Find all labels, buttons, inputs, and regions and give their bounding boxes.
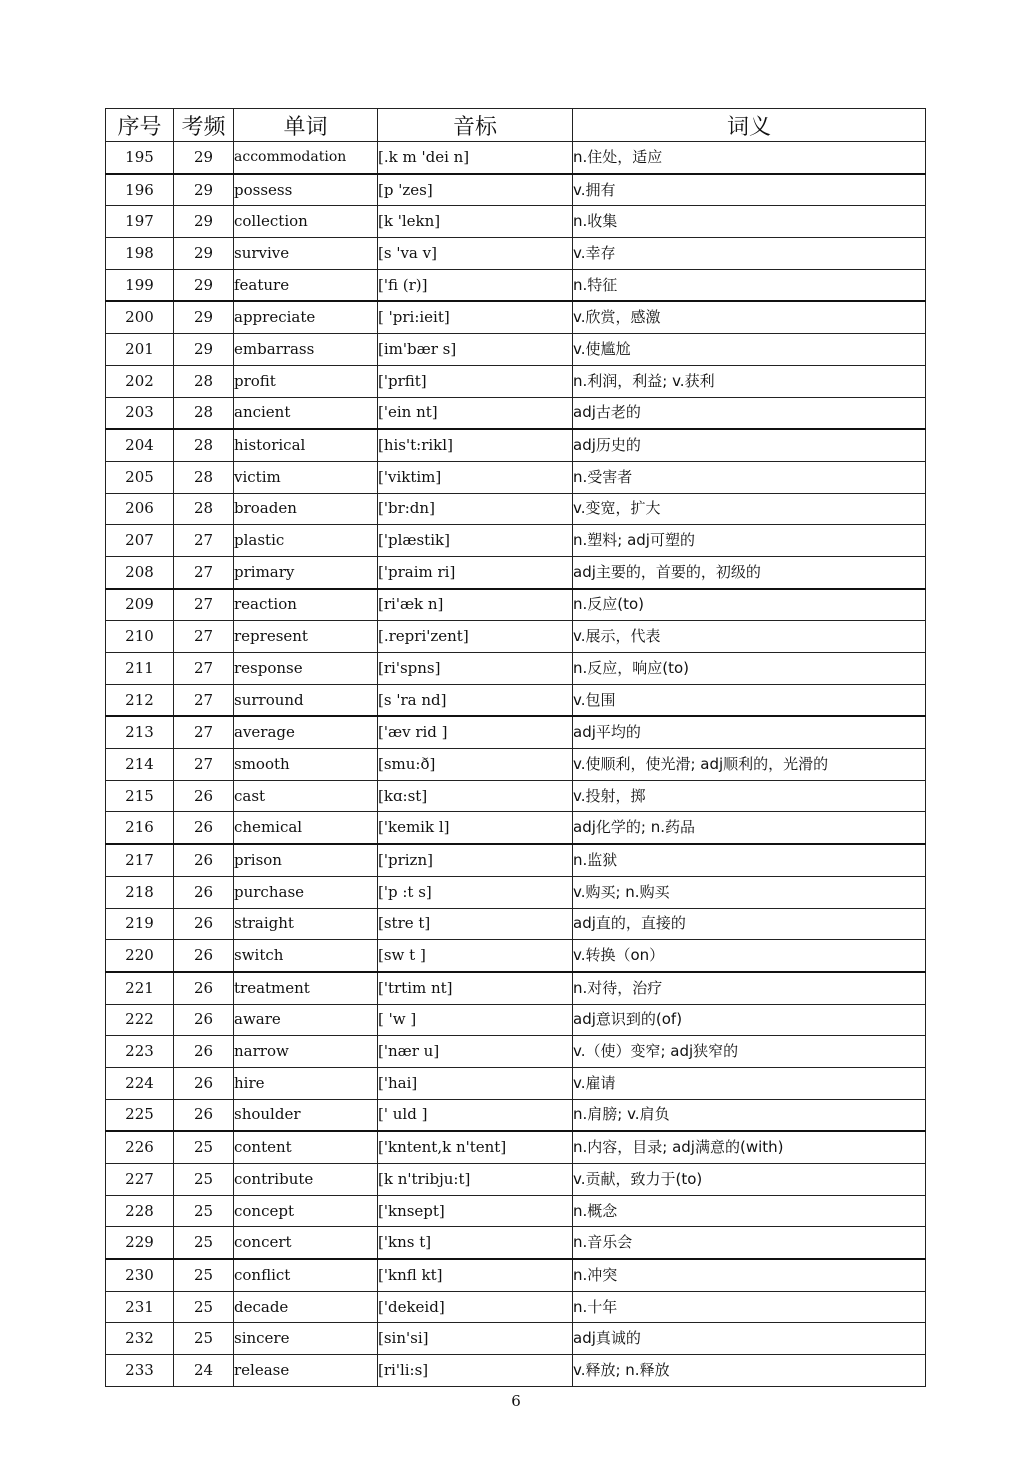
table-row xyxy=(106,1164,926,1196)
table-row xyxy=(106,397,926,429)
row-frequency: 24 xyxy=(174,1355,234,1387)
row-definition: adj化学的; n.药品 xyxy=(573,812,926,844)
row-frequency: 29 xyxy=(174,206,234,238)
row-word: collection xyxy=(234,206,378,238)
row-frequency: 26 xyxy=(174,780,234,812)
row-phonetic: [ri'li:s] xyxy=(378,1355,573,1387)
row-frequency: 27 xyxy=(174,621,234,653)
table-row xyxy=(106,908,926,940)
row-word: switch xyxy=(234,940,378,972)
table-row xyxy=(106,940,926,972)
row-definition: v.使尴尬 xyxy=(573,334,926,366)
row-phonetic: [p 'zes] xyxy=(378,174,573,206)
row-definition: n.十年 xyxy=(573,1291,926,1323)
row-definition: n.利润，利益; v.获利 xyxy=(573,365,926,397)
row-word: plastic xyxy=(234,525,378,557)
row-word: release xyxy=(234,1355,378,1387)
row-definition: n.受害者 xyxy=(573,461,926,493)
row-word: historical xyxy=(234,429,378,461)
row-phonetic: ['kns t] xyxy=(378,1227,573,1259)
row-definition: n.概念 xyxy=(573,1195,926,1227)
row-number: 230 xyxy=(106,1259,174,1291)
row-number: 229 xyxy=(106,1227,174,1259)
row-word: represent xyxy=(234,621,378,653)
row-definition: n.音乐会 xyxy=(573,1227,926,1259)
table-row xyxy=(106,653,926,685)
table-row xyxy=(106,1099,926,1131)
row-phonetic: [sin'si] xyxy=(378,1323,573,1355)
row-number: 205 xyxy=(106,461,174,493)
row-phonetic: [ri'spns] xyxy=(378,653,573,685)
table-row xyxy=(106,1036,926,1068)
table-body xyxy=(106,142,926,1387)
row-phonetic: ['hai] xyxy=(378,1067,573,1099)
page-number: 6 xyxy=(511,1392,521,1410)
table-row xyxy=(106,493,926,525)
row-number: 214 xyxy=(106,749,174,781)
table-row xyxy=(106,1355,926,1387)
row-number: 231 xyxy=(106,1291,174,1323)
table-row xyxy=(106,1004,926,1036)
row-frequency: 26 xyxy=(174,1036,234,1068)
row-frequency: 26 xyxy=(174,908,234,940)
row-frequency: 29 xyxy=(174,142,234,174)
row-phonetic: ['nær u] xyxy=(378,1036,573,1068)
row-number: 209 xyxy=(106,589,174,621)
row-number: 211 xyxy=(106,653,174,685)
row-frequency: 27 xyxy=(174,525,234,557)
row-word: survive xyxy=(234,238,378,270)
row-frequency: 27 xyxy=(174,749,234,781)
row-definition: n.反应(to) xyxy=(573,589,926,621)
row-phonetic: ['br:dn] xyxy=(378,493,573,525)
table-row xyxy=(106,876,926,908)
header-frequency: 考频 xyxy=(174,109,234,142)
row-phonetic: [smu:ð] xyxy=(378,749,573,781)
row-frequency: 26 xyxy=(174,844,234,876)
row-frequency: 29 xyxy=(174,334,234,366)
row-definition: v.释放; n.释放 xyxy=(573,1355,926,1387)
row-word: shoulder xyxy=(234,1099,378,1131)
row-phonetic: ['trtim nt] xyxy=(378,972,573,1004)
row-frequency: 29 xyxy=(174,174,234,206)
row-phonetic: [stre t] xyxy=(378,908,573,940)
row-definition: adj意识到的(of) xyxy=(573,1004,926,1036)
table-row xyxy=(106,429,926,461)
table-row xyxy=(106,334,926,366)
row-frequency: 26 xyxy=(174,1067,234,1099)
row-number: 201 xyxy=(106,334,174,366)
row-phonetic: ['praim ri] xyxy=(378,556,573,588)
table-row xyxy=(106,621,926,653)
header-number: 序号 xyxy=(106,109,174,142)
row-frequency: 26 xyxy=(174,940,234,972)
row-word: chemical xyxy=(234,812,378,844)
row-definition: adj主要的，首要的，初级的 xyxy=(573,556,926,588)
row-number: 226 xyxy=(106,1131,174,1163)
row-number: 232 xyxy=(106,1323,174,1355)
table-row xyxy=(106,716,926,748)
table-row xyxy=(106,1259,926,1291)
row-frequency: 26 xyxy=(174,812,234,844)
row-phonetic: [k n'tribju:t] xyxy=(378,1164,573,1196)
row-definition: n.监狱 xyxy=(573,844,926,876)
row-definition: v.拥有 xyxy=(573,174,926,206)
row-number: 212 xyxy=(106,684,174,716)
row-definition: v.包围 xyxy=(573,684,926,716)
table-row xyxy=(106,269,926,301)
table-row xyxy=(106,365,926,397)
row-phonetic: [.k m 'dei n] xyxy=(378,142,573,174)
row-definition: v.雇请 xyxy=(573,1067,926,1099)
row-number: 221 xyxy=(106,972,174,1004)
row-frequency: 29 xyxy=(174,269,234,301)
row-word: possess xyxy=(234,174,378,206)
row-frequency: 27 xyxy=(174,716,234,748)
row-definition: v.转换（on） xyxy=(573,940,926,972)
row-phonetic: [ 'w ] xyxy=(378,1004,573,1036)
row-number: 210 xyxy=(106,621,174,653)
row-word: content xyxy=(234,1131,378,1163)
table-row xyxy=(106,972,926,1004)
row-phonetic: ['p :t s] xyxy=(378,876,573,908)
row-word: average xyxy=(234,716,378,748)
row-frequency: 28 xyxy=(174,461,234,493)
table-row xyxy=(106,206,926,238)
header-definition: 词义 xyxy=(573,109,926,142)
row-phonetic: ['fi (r)] xyxy=(378,269,573,301)
row-word: concert xyxy=(234,1227,378,1259)
row-number: 223 xyxy=(106,1036,174,1068)
row-word: treatment xyxy=(234,972,378,1004)
header-word: 单词 xyxy=(234,109,378,142)
row-frequency: 28 xyxy=(174,429,234,461)
row-frequency: 27 xyxy=(174,684,234,716)
table-row xyxy=(106,556,926,588)
row-definition: v.购买; n.购买 xyxy=(573,876,926,908)
row-phonetic: ['plæstik] xyxy=(378,525,573,557)
row-word: response xyxy=(234,653,378,685)
table-row xyxy=(106,1227,926,1259)
vocabulary-table xyxy=(105,108,926,1387)
table-row xyxy=(106,461,926,493)
row-word: contribute xyxy=(234,1164,378,1196)
row-phonetic: ['prfit] xyxy=(378,365,573,397)
row-definition: v.投射，掷 xyxy=(573,780,926,812)
row-number: 220 xyxy=(106,940,174,972)
row-phonetic: [sw t ] xyxy=(378,940,573,972)
table-row xyxy=(106,1131,926,1163)
row-number: 217 xyxy=(106,844,174,876)
row-phonetic: [his't:rikl] xyxy=(378,429,573,461)
row-number: 198 xyxy=(106,238,174,270)
row-definition: n.对待，治疗 xyxy=(573,972,926,1004)
row-definition: v.使顺利，使光滑; adj顺利的，光滑的 xyxy=(573,749,926,781)
row-number: 227 xyxy=(106,1164,174,1196)
row-word: prison xyxy=(234,844,378,876)
row-definition: adj真诚的 xyxy=(573,1323,926,1355)
row-phonetic: [kɑ:st] xyxy=(378,780,573,812)
row-definition: n.住处，适应 xyxy=(573,142,926,174)
row-definition: n.内容，目录; adj满意的(with) xyxy=(573,1131,926,1163)
table-row xyxy=(106,1067,926,1099)
table-row xyxy=(106,1323,926,1355)
row-number: 233 xyxy=(106,1355,174,1387)
row-word: reaction xyxy=(234,589,378,621)
row-word: ancient xyxy=(234,397,378,429)
row-word: hire xyxy=(234,1067,378,1099)
row-frequency: 25 xyxy=(174,1323,234,1355)
row-word: accommodation xyxy=(234,142,378,174)
row-word: straight xyxy=(234,908,378,940)
table-row xyxy=(106,142,926,174)
row-definition: adj古老的 xyxy=(573,397,926,429)
row-word: sincere xyxy=(234,1323,378,1355)
row-definition: n.收集 xyxy=(573,206,926,238)
row-word: feature xyxy=(234,269,378,301)
row-phonetic: ['viktim] xyxy=(378,461,573,493)
row-frequency: 26 xyxy=(174,972,234,1004)
row-phonetic: [' uld ] xyxy=(378,1099,573,1131)
row-word: broaden xyxy=(234,493,378,525)
row-word: victim xyxy=(234,461,378,493)
row-number: 195 xyxy=(106,142,174,174)
row-word: decade xyxy=(234,1291,378,1323)
row-phonetic: ['prizn] xyxy=(378,844,573,876)
row-phonetic: ['kemik l] xyxy=(378,812,573,844)
table-row xyxy=(106,174,926,206)
row-definition: v.欣赏，感激 xyxy=(573,301,926,333)
row-frequency: 28 xyxy=(174,397,234,429)
table-row xyxy=(106,749,926,781)
row-frequency: 25 xyxy=(174,1259,234,1291)
row-definition: n.塑料; adj可塑的 xyxy=(573,525,926,557)
row-number: 206 xyxy=(106,493,174,525)
row-definition: v.幸存 xyxy=(573,238,926,270)
row-definition: v.变宽，扩大 xyxy=(573,493,926,525)
row-number: 197 xyxy=(106,206,174,238)
row-phonetic: ['ein nt] xyxy=(378,397,573,429)
row-number: 199 xyxy=(106,269,174,301)
row-number: 228 xyxy=(106,1195,174,1227)
row-definition: adj直的，直接的 xyxy=(573,908,926,940)
row-number: 207 xyxy=(106,525,174,557)
row-phonetic: [im'bær s] xyxy=(378,334,573,366)
row-definition: n.冲突 xyxy=(573,1259,926,1291)
row-definition: v.展示，代表 xyxy=(573,621,926,653)
row-frequency: 27 xyxy=(174,556,234,588)
table-header-row xyxy=(106,109,926,142)
row-number: 202 xyxy=(106,365,174,397)
row-phonetic: [k 'lekn] xyxy=(378,206,573,238)
table-row xyxy=(106,812,926,844)
table-row xyxy=(106,238,926,270)
row-frequency: 29 xyxy=(174,238,234,270)
row-number: 216 xyxy=(106,812,174,844)
row-frequency: 27 xyxy=(174,653,234,685)
row-phonetic: ['æv rid ] xyxy=(378,716,573,748)
row-phonetic: ['dekeid] xyxy=(378,1291,573,1323)
row-word: primary xyxy=(234,556,378,588)
row-word: appreciate xyxy=(234,301,378,333)
table-row xyxy=(106,1195,926,1227)
row-frequency: 26 xyxy=(174,1004,234,1036)
row-frequency: 27 xyxy=(174,589,234,621)
row-number: 222 xyxy=(106,1004,174,1036)
table-row xyxy=(106,780,926,812)
row-frequency: 25 xyxy=(174,1195,234,1227)
row-number: 200 xyxy=(106,301,174,333)
table-row xyxy=(106,525,926,557)
row-number: 208 xyxy=(106,556,174,588)
row-frequency: 28 xyxy=(174,493,234,525)
row-word: surround xyxy=(234,684,378,716)
table-row xyxy=(106,1291,926,1323)
row-frequency: 25 xyxy=(174,1227,234,1259)
row-definition: n.特征 xyxy=(573,269,926,301)
table-row xyxy=(106,684,926,716)
row-number: 219 xyxy=(106,908,174,940)
row-number: 225 xyxy=(106,1099,174,1131)
row-phonetic: ['kntent,k n'tent] xyxy=(378,1131,573,1163)
row-frequency: 25 xyxy=(174,1131,234,1163)
row-phonetic: [.repri'zent] xyxy=(378,621,573,653)
row-word: concept xyxy=(234,1195,378,1227)
row-phonetic: [ri'æk n] xyxy=(378,589,573,621)
row-phonetic: [ 'pri:ieit] xyxy=(378,301,573,333)
row-frequency: 26 xyxy=(174,876,234,908)
row-number: 196 xyxy=(106,174,174,206)
row-word: profit xyxy=(234,365,378,397)
row-word: conflict xyxy=(234,1259,378,1291)
row-word: embarrass xyxy=(234,334,378,366)
row-word: purchase xyxy=(234,876,378,908)
table-row xyxy=(106,844,926,876)
row-number: 203 xyxy=(106,397,174,429)
row-definition: n.肩膀; v.肩负 xyxy=(573,1099,926,1131)
row-word: cast xyxy=(234,780,378,812)
row-word: narrow xyxy=(234,1036,378,1068)
header-phonetic: 音标 xyxy=(378,109,573,142)
row-number: 215 xyxy=(106,780,174,812)
row-phonetic: ['knfl kt] xyxy=(378,1259,573,1291)
row-definition: adj平均的 xyxy=(573,716,926,748)
row-frequency: 25 xyxy=(174,1164,234,1196)
row-definition: v.（使）变窄; adj狭窄的 xyxy=(573,1036,926,1068)
row-frequency: 26 xyxy=(174,1099,234,1131)
row-frequency: 25 xyxy=(174,1291,234,1323)
row-phonetic: [s 'ra nd] xyxy=(378,684,573,716)
row-frequency: 29 xyxy=(174,301,234,333)
table-row xyxy=(106,301,926,333)
row-frequency: 28 xyxy=(174,365,234,397)
row-number: 224 xyxy=(106,1067,174,1099)
row-definition: adj历史的 xyxy=(573,429,926,461)
row-word: smooth xyxy=(234,749,378,781)
table-row xyxy=(106,589,926,621)
row-phonetic: ['knsept] xyxy=(378,1195,573,1227)
row-word: aware xyxy=(234,1004,378,1036)
row-definition: n.反应，响应(to) xyxy=(573,653,926,685)
row-number: 213 xyxy=(106,716,174,748)
row-number: 218 xyxy=(106,876,174,908)
row-phonetic: [s 'va v] xyxy=(378,238,573,270)
row-definition: v.贡献，致力于(to) xyxy=(573,1164,926,1196)
row-number: 204 xyxy=(106,429,174,461)
